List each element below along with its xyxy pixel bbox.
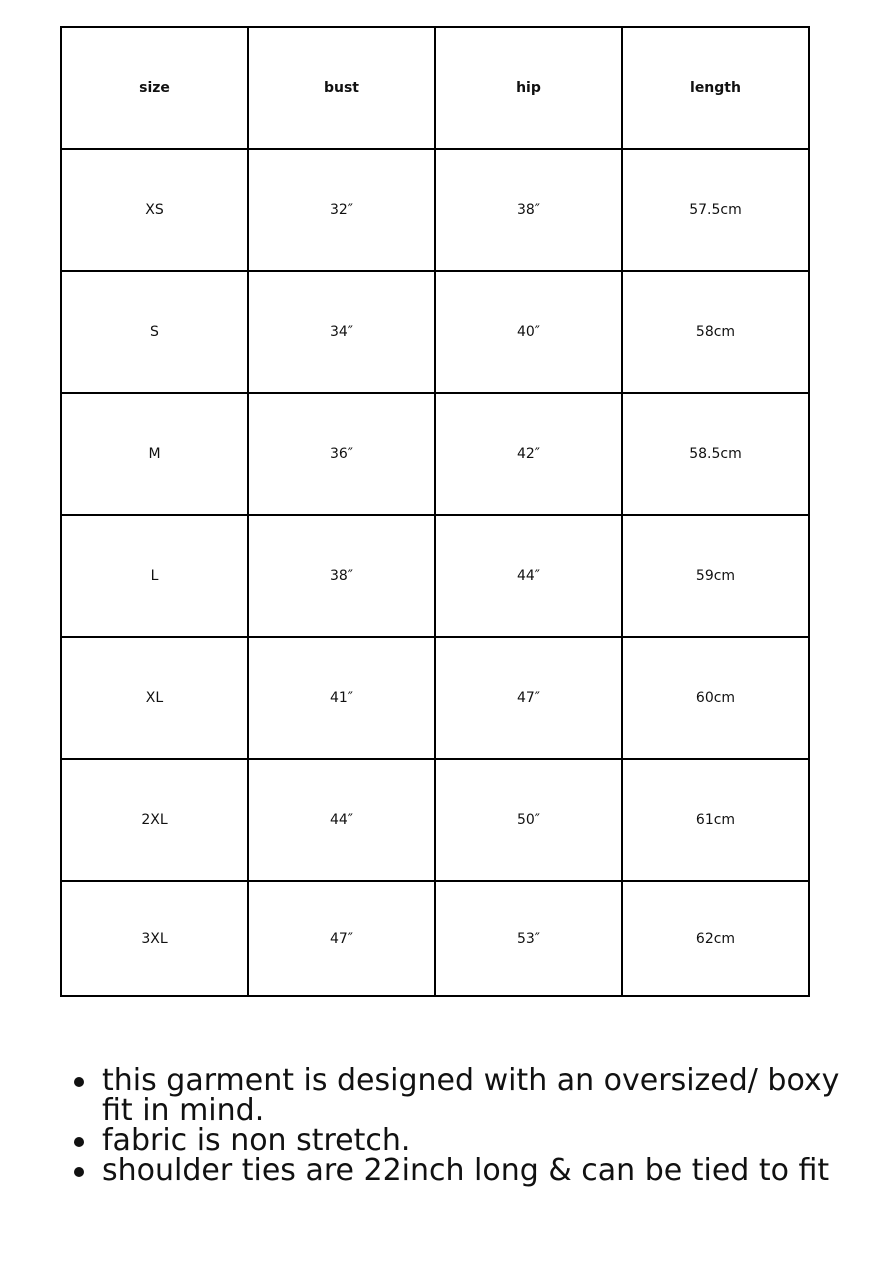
cell-size: S xyxy=(61,271,248,393)
note-shoulder-ties: shoulder ties are 22inch long & can be tied to fit xyxy=(102,1156,854,1186)
table-row xyxy=(61,515,809,637)
cell-bust: 47″ xyxy=(248,881,435,996)
note-fabric: fabric is non stretch. xyxy=(102,1126,854,1156)
cell-size: M xyxy=(61,393,248,515)
cell-bust: 32″ xyxy=(248,149,435,271)
cell-size: L xyxy=(61,515,248,637)
cell-bust: 38″ xyxy=(248,515,435,637)
header-size: size xyxy=(61,27,248,149)
table-row xyxy=(61,149,809,271)
cell-bust: 36″ xyxy=(248,393,435,515)
cell-size: 2XL xyxy=(61,759,248,881)
header-bust: bust xyxy=(248,27,435,149)
cell-hip: 38″ xyxy=(435,149,622,271)
cell-hip: 44″ xyxy=(435,515,622,637)
table-header-row xyxy=(61,27,809,149)
cell-length: 59cm xyxy=(622,515,809,637)
cell-size: XS xyxy=(61,149,248,271)
cell-bust: 41″ xyxy=(248,637,435,759)
table-row xyxy=(61,637,809,759)
cell-length: 58cm xyxy=(622,271,809,393)
garment-notes-list xyxy=(64,1063,854,1188)
cell-length: 58.5cm xyxy=(622,393,809,515)
cell-bust: 44″ xyxy=(248,759,435,881)
cell-size: XL xyxy=(61,637,248,759)
table-row xyxy=(61,271,809,393)
note-fit: this garment is designed with an oversized/ boxy fit in mind. xyxy=(102,1066,854,1126)
cell-hip: 40″ xyxy=(435,271,622,393)
cell-size: 3XL xyxy=(61,881,248,996)
cell-hip: 53″ xyxy=(435,881,622,996)
size-chart-table xyxy=(60,26,810,997)
table-row xyxy=(61,881,809,996)
cell-bust: 34″ xyxy=(248,271,435,393)
cell-length: 61cm xyxy=(622,759,809,881)
table-row xyxy=(61,759,809,881)
cell-length: 60cm xyxy=(622,637,809,759)
table-row xyxy=(61,393,809,515)
cell-hip: 47″ xyxy=(435,637,622,759)
cell-hip: 42″ xyxy=(435,393,622,515)
cell-hip: 50″ xyxy=(435,759,622,881)
header-hip: hip xyxy=(435,27,622,149)
cell-length: 57.5cm xyxy=(622,149,809,271)
header-length: length xyxy=(622,27,809,149)
cell-length: 62cm xyxy=(622,881,809,996)
